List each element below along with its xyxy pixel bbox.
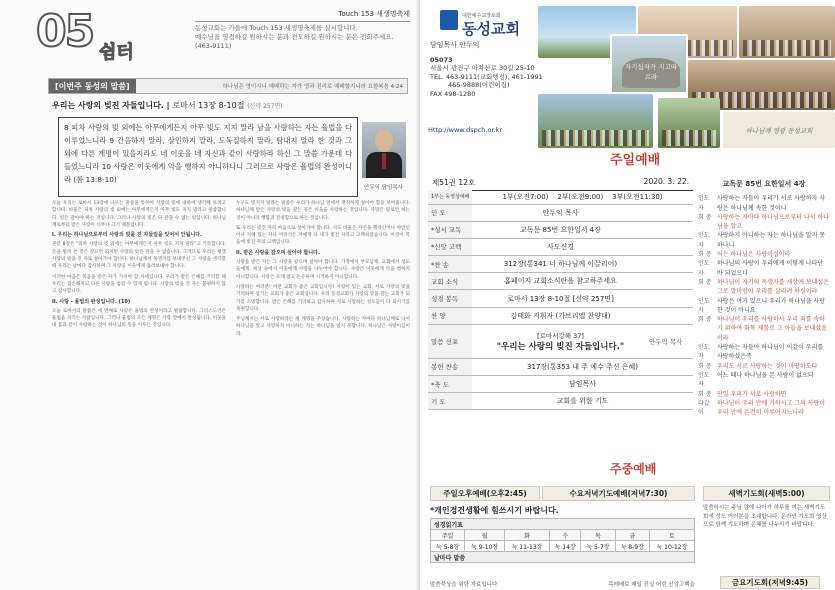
responsive-reading	[698, 180, 830, 480]
reading-cell: 눅 8-9장	[615, 541, 649, 552]
order-person	[649, 238, 693, 255]
banner-motto: 하나님은 영이시니 예배하는 자가 영과 진리로 예배할지니라 요한복음 4:24	[222, 84, 403, 90]
order-value: 안두익 목사	[472, 204, 649, 221]
fax: FAX 498-1280	[430, 89, 476, 98]
phone: TEL. 463-9111(교회행정), 461-1991	[430, 72, 543, 81]
sermon-paragraph: 주님께서는 서로 사랑하라는 새 계명을 주셨습니다. 사랑하는 자마다 하나님께로 나서 하나님을 알고 사랑하지 아니하는 자는 하나님을 알지 못합니다. 하나님은 사랑이심이라.	[236, 317, 410, 337]
order-value: 교독문 85번 요한일서 4장	[472, 221, 649, 238]
order-value: 담임목사	[472, 376, 693, 393]
sermon-title: 우리는 사랑의 빚진 자들입니다. | 로마서 13장 8-10절 (신약 257면)	[52, 101, 283, 110]
right-page	[420, 0, 835, 590]
church-motto-script: 하나님께 영광 동성교회	[723, 112, 835, 148]
order-label: 찬 양	[428, 307, 472, 324]
issue-number: 제51권 12호	[432, 178, 476, 187]
sermon-paragraph: 사랑을 받은 자는 그 사랑을 갚으며 살아야 합니다. 가정에서 부모님께, 교회에서 성도들에게, 세상 속에서 이웃에게 사랑을 나누어야 합니다. 사랑은 이웃에게 악을 행하지 아니합니다. 사랑은 오래 참고 온유하며 시기하지 아니합니다.	[236, 260, 410, 280]
reading-cell: 눅 11-13장	[504, 541, 549, 552]
order-label: *찬 송	[428, 256, 472, 273]
order-label: *축 도	[428, 376, 472, 393]
responsive-line	[698, 343, 830, 362]
times-label: 1부는 동영상예배	[428, 190, 472, 204]
responsive-line	[698, 213, 830, 232]
order-value: 교회를 위한 기도	[472, 393, 693, 410]
sermon-heading: II. 사랑 - 율법의 완성입니다. (10)	[52, 298, 131, 305]
reader-role: 인도자	[698, 344, 710, 361]
order-label: 인 도	[428, 204, 472, 221]
sermon-paragraph: 이러한 마음은 복음을 받은 자가 가져야 할 자세입니다. 우리가 받은 은혜를 기억할 때 우리는 겸손해지고 다른 사람을 섬길 수 있게 됩니다. 사랑의 빚을 진 자는 불평하지 않고 감사합니다.	[52, 274, 226, 295]
order-row	[428, 307, 693, 324]
order-person	[649, 307, 693, 324]
issue-date: 2020. 3. 22.	[643, 177, 689, 186]
order-value: 312장(통341 너 하나님께 이끌리어)	[472, 256, 649, 273]
sermon-heading: I. 우리는 하나님으로부터 사랑의 빚을 진 자들임을 잊어서 안됩니다.	[52, 232, 202, 239]
page-number: 05	[36, 6, 94, 57]
photo-memorial-stone	[610, 34, 688, 94]
photo-group	[538, 94, 653, 148]
order-label: 말씀 선포	[428, 324, 472, 358]
reading-text: 사랑은 여기 있으니 우리가 하나님을 사랑한 것이 아니요	[717, 297, 826, 314]
order-label: 기 도	[428, 393, 472, 410]
denomination: 대한예수교장로회	[462, 13, 501, 19]
sermon-ref: 로마서 13장 8-10절	[172, 101, 245, 110]
family-reading-title: 날마다 말씀	[431, 552, 695, 563]
order-value: 317장(통353 내 주 예수 주신 은혜)	[472, 358, 693, 375]
stone-inscription: 자기십자가 지고따르라	[622, 58, 680, 88]
sermon-preacher: 안두익 목사	[649, 324, 693, 358]
order-row	[428, 204, 693, 221]
sunday-afternoon-service: 주일오후예배(오후2:45)	[430, 486, 540, 501]
sermon-paragraph: 본문 8절은 "피차 사랑의 빚 외에는 아무에게든지 아무 빚도 지지 말라"고 기록합니다. 돈을 빌려 쓴 것은 갚으면 되지만 사랑의 빚은 갚을 수 없습니다. 그러므로 우리는 평생 사랑의 빚을 진 자로 살아가야 합니다. 하나님께서 독생자를 보내주신 그 사랑을 생각할 때 우리는 날마다 감사하며 그 사랑을 이웃에게 흘려보내야 합니다.	[52, 242, 226, 270]
sermon-body	[52, 200, 410, 588]
reader-role: 회 중	[698, 213, 712, 221]
bible-reading-table	[430, 518, 695, 563]
dawn-prayer-text: 말씀하시는 주님 앞에 나아가 하루를 여는 새벽기도회에 성도 여러분을 초대합니다. 온라인 기도회 영상으로 함께 기도하며 은혜를 나누시기 바랍니다.	[703, 505, 827, 528]
order-row	[428, 238, 693, 255]
order-person	[649, 221, 693, 238]
order-row	[428, 290, 693, 307]
scripture-box: 8 피차 사랑의 빚 외에는 아무에게든지 아무 빚도 지지 말라 남을 사랑하는 자는 율법을 다 이루었느니라 9 간음하지 말라, 살인하지 말라, 도둑질하지 말라, 탐내지 말라 한 것과 그 외에 다른 계명이 있을지라도 네 이웃을 네 자신과 같이 사랑하라 하신 그 말씀 가운데 다 들었느니라 10 사랑은 이웃에게 악을 행하지 아니하나니 그러므로 사랑은 율법의 완성이니라 (롬 13:8-10)	[58, 117, 358, 197]
weekday-cell: 주일	[431, 530, 465, 541]
responsive-line	[698, 362, 830, 371]
reading-text: 사랑하지 아니하는 자는 하나님을 알지 못하나니	[717, 232, 826, 249]
sermon-paragraph: 또 우리는 빚진 자의 마음으로 살아가야 합니다. 사도 바울은 자신을 헬라인이나 야만인이나 지혜 있는 자나 어리석은 자에게 다 내가 빚진 자라고 고백하였습니다. 이것이 복음에 빚진 자의 고백입니다.	[236, 225, 410, 246]
order-value: 사도신경	[472, 238, 649, 255]
responsive-line	[698, 315, 830, 343]
reading-text: 이는 하나님은 사랑이심이라	[717, 251, 791, 259]
family-reading-right: 목레배로 매일 진실 어린 신앙고백을	[608, 582, 695, 588]
sermon-column-1	[52, 200, 226, 588]
responsive-line	[698, 250, 830, 259]
weekday-worship-title: 주중예배	[610, 462, 657, 476]
reader-role: 인도자	[698, 260, 710, 277]
responsive-line	[698, 297, 830, 316]
family-reading-left: 말씀묵상을 위한 자료입니다	[430, 582, 498, 588]
reader-role: 인도자	[698, 371, 710, 389]
pastor-photo	[362, 122, 406, 178]
sermon-ref-page: (신약 257면)	[247, 103, 283, 110]
worship-order-table	[428, 190, 693, 410]
sermon-banner	[48, 78, 408, 94]
wednesday-service: 수요저녁기도예배(저녁7:30)	[542, 486, 695, 501]
order-label: 교회 소식	[428, 273, 472, 290]
order-label: *신앙 고백	[428, 238, 472, 255]
sermon-column-2	[236, 200, 410, 588]
responsive-line	[698, 194, 830, 213]
sermon-value	[472, 324, 649, 358]
church-logo-icon	[440, 10, 458, 30]
reading-cell: 눅 9-10장	[465, 541, 505, 552]
reader-role: 회 중	[698, 362, 712, 370]
sermon-paragraph: 오늘 로마서의 말씀은 세 번째로 사랑은 율법의 완성이라고 말씀합니다. 그리스도인은 율법을 지키는 사람입니다. 그러나 율법의 모든 계명은 사랑 안에서 완성됩니다. 이웃을 내 몸과 같이 사랑하는 것이 하나님의 뜻을 이루는 것입니다.	[52, 308, 226, 329]
service-time-1: 1부(오전7:00)	[502, 192, 549, 201]
weekday-cell: 월	[465, 530, 505, 541]
header-line1: 동성교회는 가을에 Touch 153 새생명축제를 실시합니다.	[195, 24, 358, 32]
header-title: Touch 153 새생명축제	[338, 10, 410, 18]
service-time-3: 3부(오전11:30)	[612, 192, 663, 201]
sermon-paragraph: 누구도 빚지지 말라는 말씀은 우리가 하나님 앞에서 정직하게 살아야 함을 보여줍니다. 하나님께 받은 사랑의 빚을 갚는 길은 이웃을 사랑하는 것입니다. 사랑은 말로만 하는 것이 아니라 행함과 진실함으로 하는 것입니다.	[236, 201, 410, 221]
reader-role: 인도자	[698, 297, 710, 314]
reading-cell: 눅 5-8장	[431, 541, 465, 552]
photo-collage	[538, 6, 835, 148]
service-times	[472, 190, 693, 204]
sunday-worship-title: 주일예배	[610, 153, 661, 168]
weekday-header-row	[431, 530, 695, 541]
responsive-line	[698, 390, 830, 399]
reading-cell: 눅 5-7장	[581, 541, 615, 552]
header-line2: 예수님을 영접하길 원하시는 분과 전도하길 원하시는 분은 전화주세요. (463-9111)	[195, 33, 394, 50]
order-label: 성경 봉독	[428, 290, 472, 307]
senior-pastor: 담임목사 안두익	[430, 41, 480, 49]
order-person	[649, 273, 693, 290]
responsive-line	[698, 259, 830, 278]
reader-role: 다같이	[698, 399, 710, 417]
dawn-prayer: 새벽기도회(새벽5:00)	[703, 486, 830, 501]
church-name: 동성교회	[462, 20, 520, 38]
pastor-caption: 안두익 담임목사	[364, 185, 403, 191]
sermon-row	[428, 324, 693, 358]
photo-outdoor	[658, 98, 720, 148]
reading-text: 하나님이 자기의 독생자를 세상에 보내심은 그로 말미암아 우리를 살리려 하심이라	[717, 278, 829, 296]
sermon-title-text: 우리는 사랑의 빚진 자들입니다.	[52, 101, 164, 110]
order-value: 홈페이지 교회소식란을 참고하주세요	[472, 273, 649, 290]
reader-role: 인도자	[698, 232, 710, 249]
weekday-section	[420, 480, 835, 590]
sermon-message-title: "우리는 사랑의 빚진 자들입니다."	[496, 341, 625, 352]
order-person	[649, 290, 693, 307]
reading-text: 하나님이 우리를 사랑하사 우리 죄를 속하기 위하여 화목 제물로 그 아들을 보내셨음이라	[717, 316, 827, 342]
reading-text: 사랑하는 자들아 우리가 서로 사랑하자 사랑은 하나님께 속한 것이니	[717, 195, 826, 212]
responsive-reading-title: 교독문 85번 요한일서 4장	[722, 180, 806, 188]
reader-role: 인도자	[698, 195, 710, 212]
reading-text: 사랑하는 자마다 하나님으로부터 나서 하나님을 알고	[717, 213, 829, 231]
order-person	[649, 204, 693, 221]
order-row	[428, 393, 693, 410]
reader-role: 회 중	[698, 251, 712, 259]
service-time-2: 2부(오전9:00)	[557, 192, 604, 201]
reading-text: 만일 우리가 서로 사랑하면	[717, 390, 787, 398]
responsive-line	[698, 231, 830, 250]
reading-text: 사랑하는 자들아 하나님이 이같이 우리를 사랑하셨은즉	[717, 344, 824, 361]
devotion-notice: *개인경건생활에 힘쓰시기 바랍니다.	[430, 506, 559, 515]
reader-role: 회 중	[698, 278, 712, 286]
reader-role: 회 중	[698, 390, 712, 398]
weekday-cell: 목	[581, 530, 615, 541]
sermon-paragraph: 오늘 우리는 로마서 13장에 나오는 말씀을 통하여 사랑의 빚에 대하여 생각해 보려고 합니다. 바울은 피차 사랑의 빚 외에는 아무에게든지 아무 빚도 지지 말라고 말씀합니다. 빚은 갚아야 하는 것입니다. 그러나 사랑의 빚은 다 갚을 수 없는 빚입니다. 하나님께로부터 받은 사랑이 너무나 크기 때문입니다.	[52, 201, 226, 228]
sermon-series: [로마서강해 37]	[537, 331, 584, 340]
address: 서울시 광진구 아차산로 30길 25-10	[430, 64, 535, 72]
responsive-line	[698, 399, 830, 418]
responsive-line	[698, 278, 830, 297]
issue-line	[428, 177, 693, 191]
order-row	[428, 256, 693, 273]
weekday-cell: 토	[649, 530, 694, 541]
church-website-link[interactable]: Http://www.dspch.or.kr	[428, 126, 503, 134]
photo-worship	[739, 6, 835, 58]
order-value: 김태화 지휘자 (가브리엘 찬양대)	[472, 307, 649, 324]
service-times-row	[428, 190, 693, 204]
friday-prayer: 금요기도회(저녁9:45)	[720, 576, 820, 589]
sermon-heading: II. 받은 사랑을 갚으며 살아야 합니다.	[236, 249, 320, 256]
reading-text: 하나님이 우리 안에 거하시고 그의 사랑이 우리 안에 온전히 이루어지느니라	[717, 399, 826, 417]
order-row	[428, 376, 693, 393]
reading-text: 어느 때나 하나님을 본 사람이 없으되	[717, 371, 814, 379]
church-header	[420, 4, 835, 144]
order-person	[649, 256, 693, 273]
readings-row	[431, 541, 695, 552]
order-label: *성시 교독	[428, 221, 472, 238]
reading-text: 하나님의 사랑이 우리에게 이렇게 나타난 바 되었으니	[717, 260, 824, 277]
order-row	[428, 273, 693, 290]
order-row	[428, 358, 693, 375]
sermon-paragraph: 사랑하는 여러분! 어떤 교회가 좋은 교회입니까? 사랑이 있는 교회, 서로 사랑의 빚을 기억하며 섬기는 교회가 좋은 교회입니다. 우리 동성교회가 사랑의 빚을 갚는 교회가 되기를 소망합니다. 받은 은혜를 기억하고 감사하며 서로 사랑하는 성도들이 다 되시기를 축원합니다.	[236, 284, 410, 312]
zip-code: 05073	[430, 55, 453, 64]
weekday-cell: 금	[615, 530, 649, 541]
section-tag: 쉼터	[99, 42, 134, 63]
order-label: 봉헌 찬송	[428, 358, 472, 375]
header-notice	[195, 10, 410, 51]
responsive-line	[698, 371, 830, 390]
reading-cell: 눅 10-12장	[649, 541, 694, 552]
banner-label: [이번주 동성의 말씀]	[49, 79, 136, 93]
weekday-cell: 화	[504, 530, 549, 541]
order-row	[428, 221, 693, 238]
reading-cell: 눅 14장	[550, 541, 581, 552]
weekday-cell: 수	[550, 530, 581, 541]
phone-2: 465-9888(어린이집)	[448, 81, 510, 89]
order-value: 로마서 13장 8-10절 [신약 257면]	[472, 290, 649, 307]
family-reading-row	[430, 580, 695, 588]
reading-text: 우리도 서로 사랑하는 것이 마땅하도다	[717, 362, 818, 370]
reading-table-title: 성경읽기표	[431, 519, 695, 530]
reader-role: 회 중	[698, 316, 712, 324]
